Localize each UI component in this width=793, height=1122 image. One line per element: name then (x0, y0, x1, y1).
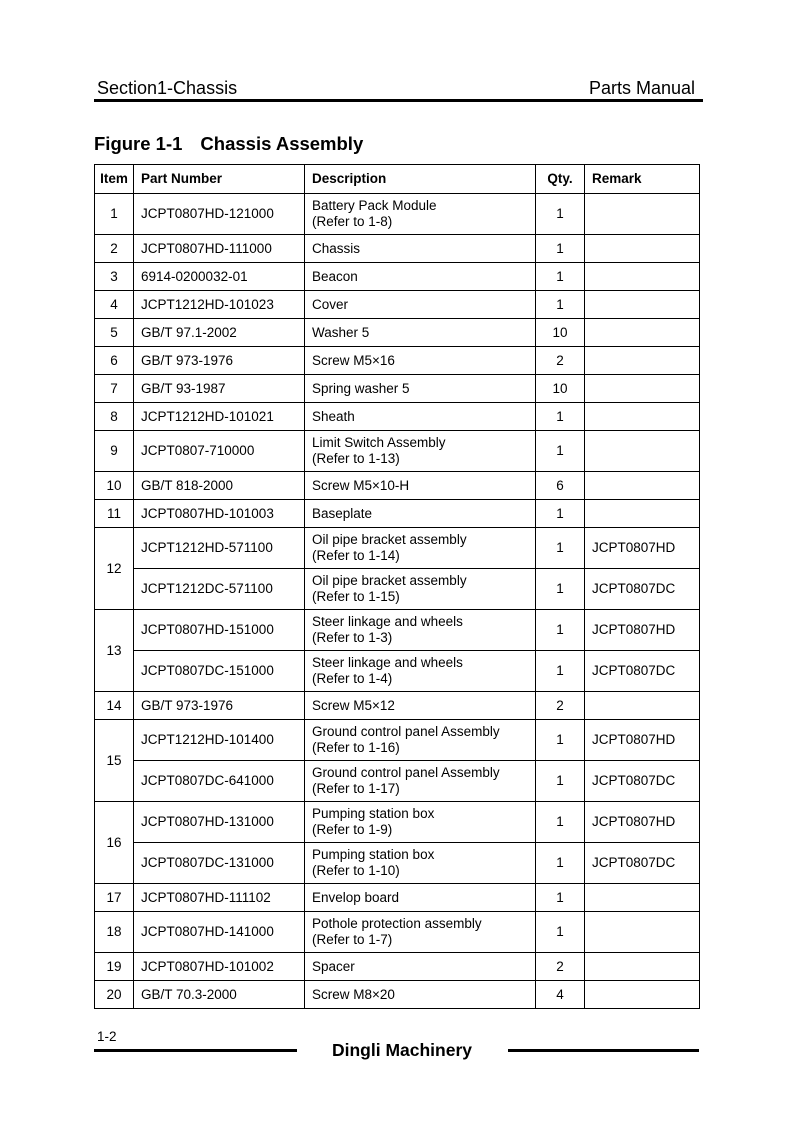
manual-title: Parts Manual (588, 78, 695, 98)
page-number: 1-2 (97, 1029, 117, 1044)
description-cell (305, 569, 536, 610)
col-header-remark: Remark (585, 165, 700, 194)
item-cell: 16 (95, 802, 134, 884)
qty-cell: 1 (536, 263, 585, 291)
table-row (95, 194, 700, 235)
part-number-cell: JCPT0807HD-101003 (134, 500, 305, 528)
item-cell: 14 (95, 692, 134, 720)
item-cell: 17 (95, 884, 134, 912)
col-header-item: Item (95, 165, 134, 194)
remark-cell (585, 431, 700, 472)
remark-cell: JCPT0807HD (585, 720, 700, 761)
part-number-cell: GB/T 973-1976 (134, 347, 305, 375)
qty-cell: 1 (536, 403, 585, 431)
description-text: Pumping station box (312, 806, 435, 821)
description-text: Limit Switch Assembly (312, 435, 446, 450)
col-header-qty: Qty. (536, 165, 585, 194)
table-row (95, 569, 700, 610)
description-cell: Washer 5 (305, 319, 536, 347)
remark-cell: JCPT0807HD (585, 528, 700, 569)
qty-cell: 1 (536, 720, 585, 761)
part-number-cell: JCPT1212HD-101021 (134, 403, 305, 431)
company-name: Dingli Machinery (331, 1040, 473, 1060)
qty-cell: 2 (536, 692, 585, 720)
part-number-cell: GB/T 93-1987 (134, 375, 305, 403)
description-cell (305, 528, 536, 569)
qty-cell: 1 (536, 610, 585, 651)
part-number-cell: JCPT0807HD-141000 (134, 912, 305, 953)
remark-cell (585, 692, 700, 720)
part-number-cell: JCPT1212DC-571100 (134, 569, 305, 610)
description-cell (305, 610, 536, 651)
remark-cell: JCPT0807DC (585, 843, 700, 884)
table-row (95, 319, 700, 347)
part-number-cell: GB/T 97.1-2002 (134, 319, 305, 347)
description-cell (305, 802, 536, 843)
description-cell: Envelop board (305, 884, 536, 912)
remark-cell (585, 375, 700, 403)
qty-cell: 1 (536, 802, 585, 843)
qty-cell: 1 (536, 761, 585, 802)
description-cell: Screw M5×16 (305, 347, 536, 375)
item-cell: 20 (95, 981, 134, 1009)
item-cell: 8 (95, 403, 134, 431)
reference-text: (Refer to 1-13) (312, 451, 400, 466)
table-row (95, 500, 700, 528)
qty-cell: 1 (536, 651, 585, 692)
description-text: Ground control panel Assembly (312, 765, 500, 780)
qty-cell: 1 (536, 912, 585, 953)
description-text: Pumping station box (312, 847, 435, 862)
item-cell: 7 (95, 375, 134, 403)
figure-title (94, 133, 363, 155)
qty-cell: 10 (536, 319, 585, 347)
remark-cell: JCPT0807DC (585, 761, 700, 802)
remark-cell (585, 263, 700, 291)
remark-cell (585, 403, 700, 431)
part-number-cell: JCPT0807DC-131000 (134, 843, 305, 884)
description-cell: Screw M5×12 (305, 692, 536, 720)
qty-cell: 6 (536, 472, 585, 500)
qty-cell: 1 (536, 843, 585, 884)
qty-cell: 1 (536, 884, 585, 912)
table-row (95, 235, 700, 263)
table-row (95, 912, 700, 953)
table-row (95, 953, 700, 981)
remark-cell (585, 953, 700, 981)
remark-cell (585, 347, 700, 375)
table-row (95, 472, 700, 500)
description-cell (305, 761, 536, 802)
reference-text: (Refer to 1-7) (312, 932, 393, 947)
item-cell: 18 (95, 912, 134, 953)
description-cell (305, 194, 536, 235)
part-number-cell: JCPT0807HD-101002 (134, 953, 305, 981)
remark-cell (585, 912, 700, 953)
part-number-cell: JCPT0807HD-111000 (134, 235, 305, 263)
reference-text: (Refer to 1-17) (312, 781, 400, 796)
table-row (95, 403, 700, 431)
description-text: Steer linkage and wheels (312, 655, 463, 670)
table-row (95, 843, 700, 884)
remark-cell (585, 291, 700, 319)
item-cell: 1 (95, 194, 134, 235)
remark-cell (585, 884, 700, 912)
table-row (95, 692, 700, 720)
description-cell: Baseplate (305, 500, 536, 528)
remark-cell (585, 319, 700, 347)
qty-cell: 1 (536, 235, 585, 263)
remark-cell: JCPT0807DC (585, 569, 700, 610)
part-number-cell: JCPT0807HD-151000 (134, 610, 305, 651)
reference-text: (Refer to 1-16) (312, 740, 400, 755)
table-row (95, 651, 700, 692)
table-row (95, 347, 700, 375)
part-number-cell: JCPT0807-710000 (134, 431, 305, 472)
description-text: Oil pipe bracket assembly (312, 532, 467, 547)
remark-cell (585, 500, 700, 528)
figure-caption: Chassis Assembly (200, 133, 364, 154)
part-number-cell: JCPT1212HD-101400 (134, 720, 305, 761)
item-cell: 12 (95, 528, 134, 610)
reference-text: (Refer to 1-4) (312, 671, 393, 686)
description-cell: Beacon (305, 263, 536, 291)
part-number-cell: JCPT0807HD-121000 (134, 194, 305, 235)
item-cell: 9 (95, 431, 134, 472)
item-cell: 2 (95, 235, 134, 263)
table-row (95, 528, 700, 569)
reference-text: (Refer to 1-9) (312, 822, 393, 837)
description-cell (305, 843, 536, 884)
reference-text: (Refer to 1-15) (312, 589, 400, 604)
part-number-cell: JCPT0807HD-131000 (134, 802, 305, 843)
reference-text: (Refer to 1-8) (312, 214, 393, 229)
qty-cell: 2 (536, 347, 585, 375)
part-number-cell: JCPT0807DC-641000 (134, 761, 305, 802)
table-row (95, 761, 700, 802)
remark-cell (585, 472, 700, 500)
description-cell: Screw M8×20 (305, 981, 536, 1009)
remark-cell (585, 194, 700, 235)
remark-cell: JCPT0807HD (585, 802, 700, 843)
section-title: Section1-Chassis (97, 78, 238, 98)
part-number-cell: GB/T 973-1976 (134, 692, 305, 720)
reference-text: (Refer to 1-10) (312, 863, 400, 878)
part-number-cell: JCPT1212HD-571100 (134, 528, 305, 569)
qty-cell: 4 (536, 981, 585, 1009)
description-cell: Sheath (305, 403, 536, 431)
remark-cell (585, 235, 700, 263)
table-row (95, 291, 700, 319)
qty-cell: 1 (536, 194, 585, 235)
description-cell (305, 912, 536, 953)
table-row (95, 263, 700, 291)
part-number-cell: JCPT1212HD-101023 (134, 291, 305, 319)
qty-cell: 1 (536, 431, 585, 472)
parts-table (94, 164, 700, 1009)
item-cell: 13 (95, 610, 134, 692)
col-header-part-number: Part Number (134, 165, 305, 194)
description-cell: Screw M5×10-H (305, 472, 536, 500)
item-cell: 5 (95, 319, 134, 347)
description-text: Battery Pack Module (312, 198, 437, 213)
table-row (95, 802, 700, 843)
item-cell: 4 (95, 291, 134, 319)
table-header-row (95, 165, 700, 194)
description-text: Steer linkage and wheels (312, 614, 463, 629)
qty-cell: 2 (536, 953, 585, 981)
reference-text: (Refer to 1-3) (312, 630, 393, 645)
description-cell: Cover (305, 291, 536, 319)
remark-cell: JCPT0807HD (585, 610, 700, 651)
table-row (95, 981, 700, 1009)
remark-cell: JCPT0807DC (585, 651, 700, 692)
item-cell: 15 (95, 720, 134, 802)
figure-number: Figure 1-1 (94, 133, 183, 154)
col-header-description: Description (305, 165, 536, 194)
header-rule (94, 99, 703, 102)
description-cell: Spacer (305, 953, 536, 981)
qty-cell: 1 (536, 291, 585, 319)
description-text: Pothole protection assembly (312, 916, 482, 931)
item-cell: 6 (95, 347, 134, 375)
item-cell: 19 (95, 953, 134, 981)
description-cell: Spring washer 5 (305, 375, 536, 403)
remark-cell (585, 981, 700, 1009)
footer-rule-right (508, 1049, 699, 1052)
item-cell: 10 (95, 472, 134, 500)
table-row (95, 375, 700, 403)
footer-rule-left (94, 1049, 297, 1052)
item-cell: 3 (95, 263, 134, 291)
item-cell: 11 (95, 500, 134, 528)
qty-cell: 1 (536, 569, 585, 610)
table-row (95, 610, 700, 651)
description-cell (305, 651, 536, 692)
part-number-cell: JCPT0807DC-151000 (134, 651, 305, 692)
description-cell: Chassis (305, 235, 536, 263)
reference-text: (Refer to 1-14) (312, 548, 400, 563)
part-number-cell: JCPT0807HD-111102 (134, 884, 305, 912)
qty-cell: 1 (536, 500, 585, 528)
qty-cell: 10 (536, 375, 585, 403)
description-text: Oil pipe bracket assembly (312, 573, 467, 588)
part-number-cell: GB/T 70.3-2000 (134, 981, 305, 1009)
table-row (95, 720, 700, 761)
description-cell (305, 720, 536, 761)
table-row (95, 884, 700, 912)
part-number-cell: 6914-0200032-01 (134, 263, 305, 291)
description-cell (305, 431, 536, 472)
description-text: Ground control panel Assembly (312, 724, 500, 739)
table-row (95, 431, 700, 472)
qty-cell: 1 (536, 528, 585, 569)
part-number-cell: GB/T 818-2000 (134, 472, 305, 500)
